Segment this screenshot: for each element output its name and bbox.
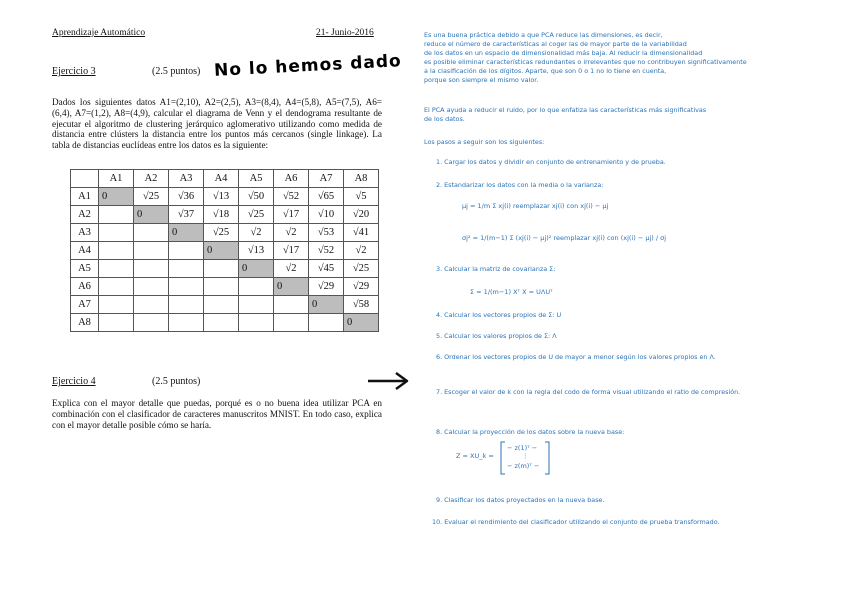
diagonal-cell: 0 xyxy=(239,260,274,278)
step-4: 4. Calcular los vectores propios de Σ: U xyxy=(436,311,562,319)
distance-cell: √5 xyxy=(344,188,379,206)
distance-cell xyxy=(239,296,274,314)
distance-cell: √29 xyxy=(309,278,344,296)
distance-cell: √25 xyxy=(204,224,239,242)
step-9: 9. Clasificar los datos proyectados en la nueva base. xyxy=(436,496,605,504)
distance-cell xyxy=(204,278,239,296)
note-line: a la clasificación de los dígitos. Aparte, que son 0 o 1 no lo tiene en cuenta, xyxy=(424,67,667,75)
distance-cell: √50 xyxy=(239,188,274,206)
distance-table xyxy=(70,169,379,332)
col-header: A6 xyxy=(274,170,309,188)
table-row xyxy=(71,224,379,242)
step-5: 5. Calcular los valores propios de Σ: Λ xyxy=(436,332,557,340)
table-row xyxy=(71,242,379,260)
distance-cell: √17 xyxy=(274,206,309,224)
distance-cell: √2 xyxy=(344,242,379,260)
row-header: A6 xyxy=(71,278,99,296)
distance-cell: √29 xyxy=(344,278,379,296)
col-header: A4 xyxy=(204,170,239,188)
col-header: A3 xyxy=(169,170,204,188)
step-3: 3. Calcular la matriz de covarianza Σ: xyxy=(436,265,556,273)
table-header-row xyxy=(71,170,379,188)
note-line: Es una buena práctica debido a que PCA reduce las dimensiones, es decir, xyxy=(424,31,663,39)
distance-cell: √25 xyxy=(344,260,379,278)
distance-cell: √25 xyxy=(134,188,169,206)
distance-cell xyxy=(99,260,134,278)
col-header: A5 xyxy=(239,170,274,188)
row-header: A7 xyxy=(71,296,99,314)
note-line: El PCA ayuda a reducir el ruido, por lo que enfatiza las características más significativas xyxy=(424,106,707,114)
formula-projection: Z = XU_k = xyxy=(456,452,494,460)
ej4-text: Explica con el mayor detalle que puedas, porqué es o no buena idea utilizar PCA en combinación con el clasificador de caracteres manuscritos MNIST. En todo caso, explica con el mayor detalle posible cómo se haría. xyxy=(52,398,382,430)
distance-cell xyxy=(134,296,169,314)
row-header: A2 xyxy=(71,206,99,224)
distance-cell: √2 xyxy=(274,260,309,278)
distance-cell xyxy=(239,278,274,296)
distance-cell xyxy=(274,314,309,332)
col-header: A7 xyxy=(309,170,344,188)
diagonal-cell: 0 xyxy=(274,278,309,296)
row-header: A4 xyxy=(71,242,99,260)
notes-intro: Los pasos a seguir son los siguientes: xyxy=(424,138,545,146)
formula-mean: μj = 1/m Σ xj(i) reemplazar xj(i) con xj(i) − μj xyxy=(462,202,609,210)
diagonal-cell: 0 xyxy=(169,224,204,242)
distance-cell: √45 xyxy=(309,260,344,278)
distance-cell: √65 xyxy=(309,188,344,206)
distance-cell: √52 xyxy=(274,188,309,206)
header-course: Aprendizaje Automático xyxy=(52,28,146,38)
distance-cell xyxy=(134,260,169,278)
distance-cell: √2 xyxy=(274,224,309,242)
matrix-row-m: − z(m)ᵀ − xyxy=(507,462,540,470)
note-line: de los datos en un espacio de dimensionalidad más baja. Al reducir la dimensionalidad xyxy=(424,49,703,57)
table-row xyxy=(71,188,379,206)
distance-cell: √25 xyxy=(239,206,274,224)
distance-cell xyxy=(204,296,239,314)
table-row xyxy=(71,314,379,332)
diagonal-cell: 0 xyxy=(309,296,344,314)
distance-cell xyxy=(169,314,204,332)
arrow-right-icon xyxy=(366,370,412,392)
row-header: A1 xyxy=(71,188,99,206)
distance-cell: √52 xyxy=(309,242,344,260)
distance-cell xyxy=(239,314,274,332)
notes-paragraph-1 xyxy=(424,31,834,85)
diagonal-cell: 0 xyxy=(344,314,379,332)
table-row xyxy=(71,278,379,296)
step-2: 2. Estandarizar los datos con la media o la varianza: xyxy=(436,181,604,189)
distance-cell: √41 xyxy=(344,224,379,242)
note-line: de los datos. xyxy=(424,115,465,123)
formula-covariance: Σ = 1/(m−1) Xᵀ X = UΛUᵀ xyxy=(470,288,553,296)
distance-cell: √17 xyxy=(274,242,309,260)
distance-cell: √20 xyxy=(344,206,379,224)
distance-table-wrap xyxy=(70,169,379,332)
col-header: A2 xyxy=(134,170,169,188)
distance-cell xyxy=(134,224,169,242)
step-6: 6. Ordenar los vectores propios de U de mayor a menor según los valores propios en Λ. xyxy=(436,353,716,361)
header-date: 21- Junio-2016 xyxy=(316,28,374,38)
distance-cell xyxy=(99,206,134,224)
distance-cell: √18 xyxy=(204,206,239,224)
table-row xyxy=(71,260,379,278)
distance-cell xyxy=(204,314,239,332)
ej3-text: Dados los siguientes datos A1=(2,10), A2=(2,5), A3=(8,4), A4=(5,8), A5=(7,5), A6=(6,4), A7=(1,2), A8=(4,9), calcular el diagrama de Venn y el dendograma resultante de ejecutar el algoritmo de clustering jerárquico aglomerativo utilizando como medida de distancia entre clústers la distancia entre los puntos más cercanos (single linkage). La tabla de distancias euclídeas entre los datos es la siguiente: xyxy=(52,97,382,151)
distance-cell: √13 xyxy=(204,188,239,206)
distance-cell xyxy=(169,278,204,296)
table-row xyxy=(71,206,379,224)
distance-cell xyxy=(309,314,344,332)
note-line: es posible eliminar características redundantes o irrelevantes que no contribuyen significativamente xyxy=(424,58,747,66)
row-header: A8 xyxy=(71,314,99,332)
distance-cell xyxy=(204,260,239,278)
ej4-title: Ejercicio 4 xyxy=(52,376,96,387)
distance-cell: √58 xyxy=(344,296,379,314)
distance-cell xyxy=(99,296,134,314)
note-line: reduce el número de características al coger las de mayor parte de la variabilidad xyxy=(424,40,687,48)
distance-cell xyxy=(274,296,309,314)
row-header: A5 xyxy=(71,260,99,278)
step-7: 7. Escoger el valor de k con la regla del codo de forma visual utilizando el ratio de compresión. xyxy=(436,388,741,396)
distance-cell: √53 xyxy=(309,224,344,242)
distance-cell xyxy=(169,260,204,278)
table-corner xyxy=(71,170,99,188)
ej3-points: (2.5 puntos) xyxy=(152,66,201,77)
distance-cell xyxy=(169,296,204,314)
distance-cell xyxy=(169,242,204,260)
distance-cell xyxy=(134,242,169,260)
ej3-title: Ejercicio 3 xyxy=(52,66,96,77)
distance-cell xyxy=(99,242,134,260)
step-1: 1. Cargar los datos y dividir en conjunto de entrenamiento y de prueba. xyxy=(436,158,666,166)
distance-cell xyxy=(99,278,134,296)
diagonal-cell: 0 xyxy=(134,206,169,224)
distance-cell: √36 xyxy=(169,188,204,206)
formula-variance: σj² = 1/(m−1) Σ (xj(i) − μj)² reemplazar xj(i) con (xj(i) − μj) / σj xyxy=(462,234,667,242)
distance-cell: √2 xyxy=(239,224,274,242)
handwritten-note: No lo hemos dado xyxy=(213,51,403,81)
diagonal-cell: 0 xyxy=(99,188,134,206)
matrix-dots: ⋮ xyxy=(522,452,529,460)
col-header: A1 xyxy=(99,170,134,188)
distance-cell: √37 xyxy=(169,206,204,224)
step-10: 10. Evaluar el rendimiento del clasificador utilizando el conjunto de prueba transformado. xyxy=(432,518,720,526)
notes-paragraph-2 xyxy=(424,106,834,124)
distance-cell xyxy=(134,278,169,296)
distance-cell xyxy=(134,314,169,332)
matrix-row-1: − z(1)ᵀ − xyxy=(507,444,538,452)
distance-cell: √10 xyxy=(309,206,344,224)
col-header: A8 xyxy=(344,170,379,188)
distance-cell xyxy=(99,224,134,242)
note-line: porque son siempre el mismo valor. xyxy=(424,76,539,84)
distance-cell: √13 xyxy=(239,242,274,260)
ej4-points: (2.5 puntos) xyxy=(152,376,201,387)
row-header: A3 xyxy=(71,224,99,242)
diagonal-cell: 0 xyxy=(204,242,239,260)
step-8: 8. Calcular la proyección de los datos sobre la nueva base: xyxy=(436,428,625,436)
table-row xyxy=(71,296,379,314)
distance-cell xyxy=(99,314,134,332)
